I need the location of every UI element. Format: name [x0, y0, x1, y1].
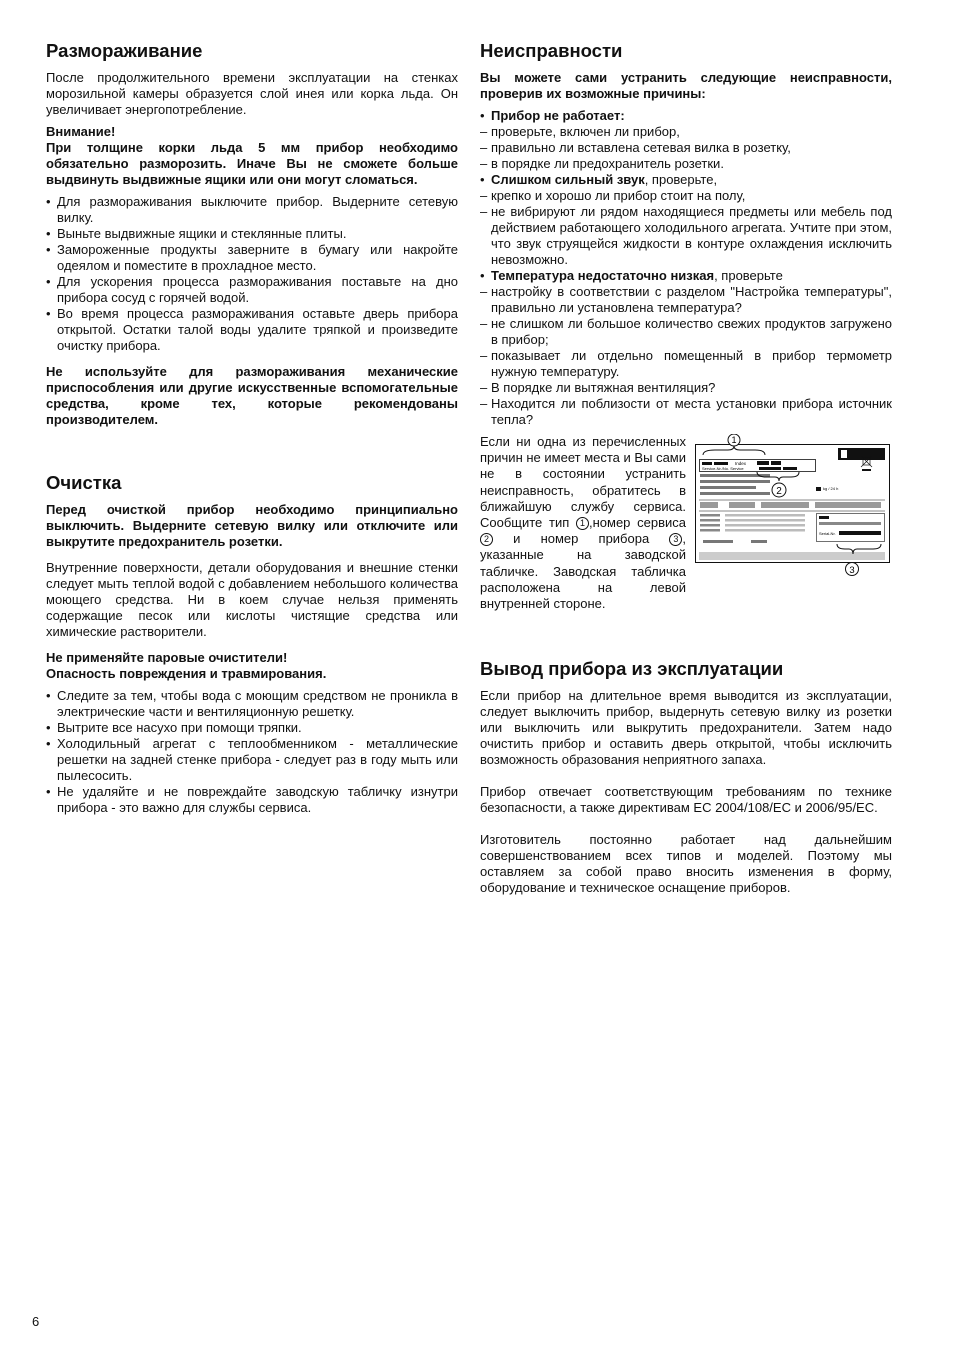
left-column: [46, 40, 458, 816]
temp-suffix: , проверьте: [714, 268, 783, 283]
list-item: – правильно ли вставлена сетевая вилка в розетку,: [480, 140, 892, 156]
service-text-c: и номер прибора: [513, 531, 650, 547]
plate-index-label: Index: [735, 461, 747, 466]
service-text-b: ,номер сервиса: [588, 515, 686, 531]
service-text-d: , указанные на заводской табличке. Заводская табличка расположена на левой внутренней стороне.: [480, 531, 686, 612]
decommission-title: Вывод прибора из эксплуатации: [480, 658, 784, 680]
list-item: • Во время процесса размораживания оставьте дверь прибора открытой. Остатки талой воды удалите тряпкой и произведите очистку прибора.: [46, 306, 458, 354]
cleaning-warning-line2: Опасность повреждения и травмирования.: [46, 666, 327, 681]
cleaning-title: Очистка: [46, 472, 122, 493]
service-block: [480, 434, 892, 612]
service-text-a: Если ни одна из перечисленных причин не имеет места и Вы сами не в состоянии устранить неисправность, обратитесь в ближайшую службу сервиса. Сообщите тип: [480, 434, 686, 531]
marker-1-icon: 1: [576, 517, 589, 530]
defrost-warning-text: При толщине корки льда 5 мм прибор необходимо обязательно разморозить. Иначе Вы не сможете больше выдвинуть выдвижные ящики или они могут сломаться.: [46, 140, 458, 187]
compliance-text: Прибор отвечает соответствующим требованиям по технике безопасности, а также директивам ЕС 2004/108/EC и 2006/95/EC.: [480, 784, 892, 816]
list-item: – настройку в соответствии с разделом "Настройка температуры", правильно ли установлена температура?: [480, 284, 892, 316]
list-item: • Выньте выдвижные ящики и стеклянные плиты.: [46, 226, 458, 242]
not-working-label: Прибор не работает:: [491, 108, 625, 123]
cleaning-section: [46, 472, 458, 816]
list-item: • Вытрите все насухо при помощи тряпки.: [46, 720, 458, 736]
defrost-warning-title: Внимание!: [46, 124, 116, 139]
list-item: – Находится ли поблизости от места установки прибора источник тепла?: [480, 396, 892, 428]
faults-section: [480, 40, 892, 612]
list-item: – в порядке ли предохранитель розетки.: [480, 156, 892, 172]
list-item: – показывает ли отдельно помещенный в прибор термометр нужную температуру.: [480, 348, 892, 380]
list-item: • Для ускорения процесса размораживания поставьте на дно прибора сосуд с горячей водой.: [46, 274, 458, 306]
cleaning-steps: [46, 688, 458, 816]
decommission-text: Если прибор на длительное время выводится из эксплуатации, следует выключить прибор, выдернуть сетевую вилку из розетки или выключить или выкрутить предохранители. Затем надо очистить прибор и оставить дверь открытой, чтобы исключить возможность образования неприятного запаха.: [480, 688, 892, 768]
temp-label: Температура недостаточно низкая: [491, 268, 715, 283]
cleaning-warning-line1: Не применяйте паровые очистители!: [46, 650, 288, 665]
plate-serial-label: Serial-Nr.: [819, 531, 836, 536]
defrost-steps: [46, 194, 458, 354]
list-item: – В порядке ли вытяжная вентиляция?: [480, 380, 892, 396]
rating-plate-image: [695, 434, 891, 576]
list-item: • Не удаляйте и не повреждайте заводскую табличку изнутри прибора - это важно для службы сервиса.: [46, 784, 458, 816]
list-item: • Следите за тем, чтобы вода с моющим средством не проникла в электрические части и вентиляционную решетку.: [46, 688, 458, 720]
callout-3: 3: [849, 565, 855, 576]
defrost-closing-warning: Не используйте для размораживания механические приспособления или другие искусственные вспомогательные средства, кроме тех, которые рекомендованы производителем.: [46, 364, 458, 427]
plate-kg-label: kg / 24 h: [823, 486, 839, 491]
list-item: • Замороженные продукты заверните в бумагу или накройте одеялом и поместите в прохладное место.: [46, 242, 458, 274]
callout-2: 2: [776, 486, 782, 497]
plate-service-label: Service-Nr./No. Service: [702, 466, 744, 471]
list-item: [480, 268, 892, 284]
faults-title: Неисправности: [480, 40, 623, 61]
list-item: – крепко и хорошо ли прибор стоит на полу,: [480, 188, 892, 204]
marker-2-icon: 2: [480, 533, 493, 546]
faults-checklist: [480, 108, 892, 428]
right-column: [480, 40, 892, 896]
faults-intro: Вы можете сами устранить следующие неисправности, проверив их возможные причины:: [480, 70, 892, 101]
defrost-title: Размораживание: [46, 40, 203, 61]
page-number: 6: [32, 1314, 40, 1329]
cleaning-bold-intro: Перед очисткой прибор необходимо принципиально выключить. Выдерните сетевую вилку или отключите или выкрутите предохранитель розетки.: [46, 502, 458, 549]
list-item: • Для размораживания выключите прибор. Выдерните сетевую вилку.: [46, 194, 458, 226]
manufacturer-text: Изготовитель постоянно работает над дальнейшим совершенствованием всех типов и моделей. Поэтому мы оставляем за собой право вносить изменения в форму, оборудование и техническое оснащение приборов.: [480, 832, 892, 896]
callout-1: 1: [731, 435, 737, 445]
decommission-section: [480, 658, 892, 896]
defrost-intro: После продолжительного времени эксплуатации на стенках морозильной камеры образуется слой инея или корка льда. Он увеличивает энергопотребление.: [46, 70, 458, 117]
service-text: [480, 434, 686, 612]
list-item: – проверьте, включен ли прибор,: [480, 124, 892, 140]
list-item: [480, 108, 892, 124]
defrost-section: [46, 40, 458, 428]
list-item: [480, 172, 892, 188]
noise-suffix: , проверьте,: [644, 172, 718, 187]
noise-label: Слишком сильный звук: [491, 172, 645, 187]
marker-3-icon: 3: [669, 533, 682, 546]
cleaning-text: Внутренние поверхности, детали оборудования и внешние стенки следует мыть теплой водой с добавлением небольшого количества моющего средства. Ни в коем случае нельзя применять содержащие песок или кислоты чистящие средства или химические растворители.: [46, 560, 458, 639]
list-item: – не вибрируют ли рядом находящиеся предметы или мебель под действием работающего холодильного агрегата. Учтите при этом, что звук струящейся жидкости в контуре охлаждения исключить невозможно.: [480, 204, 892, 268]
list-item: • Холодильный агрегат с теплообменником - металлические решетки на задней стенке прибора - следует раз в году мыть или пылесосить.: [46, 736, 458, 784]
list-item: – не слишком ли большое количество свежих продуктов загружено в прибор;: [480, 316, 892, 348]
